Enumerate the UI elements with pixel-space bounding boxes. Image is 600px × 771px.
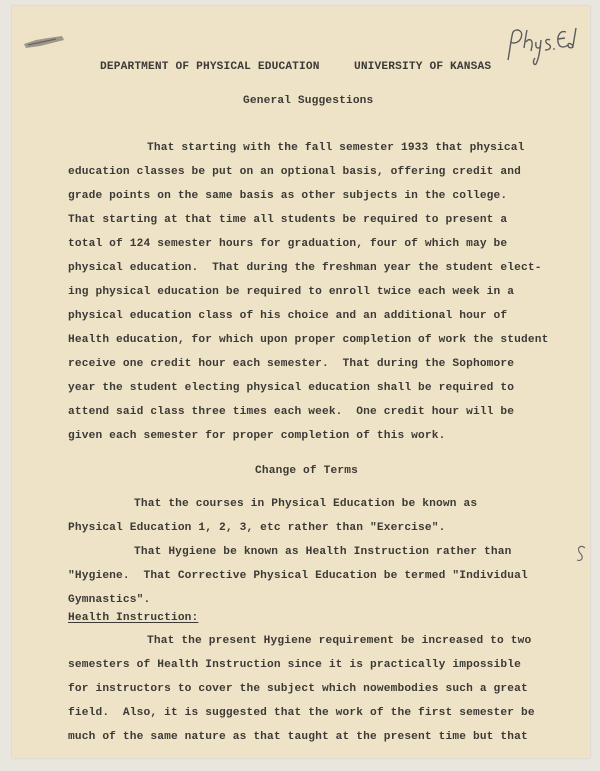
handwritten-note [502, 24, 580, 70]
paragraph-line: That starting with the fall semester 1933 that physical [147, 142, 525, 154]
paragraph-line: semesters of Health Instruction since it is practically impossible [68, 659, 521, 671]
paragraph-line: That the present Hygiene requirement be increased to two [147, 635, 532, 647]
paragraph-line: much of the same nature as that taught at the present time but that [68, 731, 528, 743]
document-title: General Suggestions [243, 95, 374, 107]
paragraph-line: field. Also, it is suggested that the work of the first semester be [68, 707, 535, 719]
section-title-change-of-terms: Change of Terms [255, 465, 358, 477]
paragraph-line: physical education. That during the freshman year the student elect- [68, 262, 542, 274]
paragraph-line: "Hygiene. That Corrective Physical Education be termed "Individual [68, 570, 528, 582]
paragraph-line: That Hygiene be known as Health Instruction rather than [134, 546, 512, 558]
paragraph-line: attend said class three times each week. One credit hour will be [68, 406, 515, 418]
paragraph-line: for instructors to cover the subject which nowembodies such a great [68, 683, 528, 695]
paragraph-line: That the courses in Physical Education be known as [134, 498, 478, 510]
paragraph-line: physical education class of his choice and an additional hour of [68, 310, 508, 322]
paragraph-line: Gymnastics". [68, 594, 151, 606]
paragraph-line: total of 124 semester hours for graduation, four of which may be [68, 238, 508, 250]
paragraph-line: given each semester for proper completion of this work. [68, 430, 446, 442]
paragraph-line: ing physical education be required to enroll twice each week in a [68, 286, 515, 298]
department-header: DEPARTMENT OF PHYSICAL EDUCATION UNIVERSITY OF KANSAS [100, 61, 492, 73]
paragraph-line: grade points on the same basis as other subjects in the college. [68, 190, 508, 202]
ink-smudge-mark [22, 34, 66, 50]
paragraph-line: Health education, for which upon proper completion of work the student [68, 334, 549, 346]
paragraph-line: year the student electing physical education shall be required to [68, 382, 515, 394]
paragraph-line: receive one credit hour each semester. That during the Sophomore [68, 358, 515, 370]
section-title-health-instruction: Health Instruction: [68, 612, 199, 624]
paragraph-line: Physical Education 1, 2, 3, etc rather than "Exercise". [68, 522, 446, 534]
paragraph-line: education classes be put on an optional basis, offering credit and [68, 166, 521, 178]
handwritten-margin-mark [575, 544, 587, 564]
paragraph-line: That starting at that time all students be required to present a [68, 214, 508, 226]
document-page [12, 6, 590, 758]
